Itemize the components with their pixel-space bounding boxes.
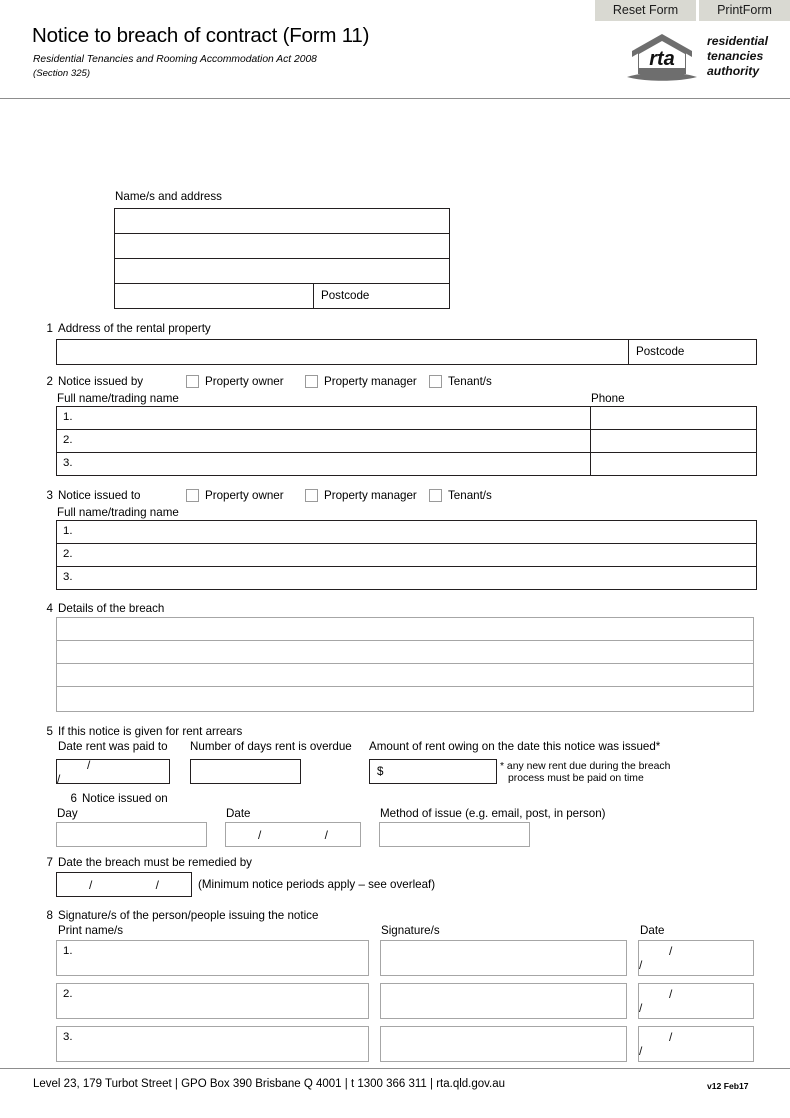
- section-3-checkbox-label-property-manager: Property manager: [324, 489, 417, 502]
- signature-date-row-1[interactable]: [638, 940, 754, 976]
- breach-details-line-3[interactable]: [56, 663, 754, 687]
- section-3-checkbox-label-property-owner: Property owner: [205, 489, 284, 502]
- rental-property-address-field[interactable]: [56, 339, 629, 365]
- days-overdue-label: Number of days rent is overdue: [190, 740, 352, 753]
- section-6-label: Notice issued on: [82, 792, 168, 805]
- section-2-label: Notice issued by: [58, 375, 144, 388]
- section-2-name-column-label: Full name/trading name: [57, 392, 179, 405]
- form-toolbar: [0, 0, 790, 21]
- section-7-label: Date the breach must be remedied by: [58, 856, 252, 869]
- section-2-checkbox-label-property-manager: Property manager: [324, 375, 417, 388]
- section-1-label: Address of the rental property: [58, 322, 211, 335]
- section-3-checkbox-label-tenants: Tenant/s: [448, 489, 492, 502]
- section-2-name-row-2[interactable]: [56, 429, 591, 453]
- amount-owing-field[interactable]: [369, 759, 497, 784]
- section-2-row-number-3: 3.: [63, 457, 73, 469]
- print-name-row-1[interactable]: [56, 940, 369, 976]
- section-subtitle: (Section 325): [33, 68, 91, 79]
- breach-details-line-2[interactable]: [56, 640, 754, 664]
- section-2-checkbox-property-manager[interactable]: [305, 375, 318, 388]
- act-subtitle: Residential Tenancies and Rooming Accommodation Act 2008: [33, 54, 317, 65]
- section-2-row-number-2: 2.: [63, 434, 73, 446]
- section-8-row-number-2: 2.: [63, 988, 73, 1000]
- section-2-row-number-1: 1.: [63, 411, 73, 423]
- section-2-checkbox-label-tenants: Tenant/s: [448, 375, 492, 388]
- section-2-phone-row-3[interactable]: [590, 452, 757, 476]
- section-2-name-row-1[interactable]: [56, 406, 591, 430]
- section-1-postcode-label: Postcode: [636, 345, 685, 358]
- header-divider: [0, 98, 790, 99]
- section-3-number: 3: [46, 489, 53, 502]
- currency-symbol: $: [377, 765, 384, 778]
- section-2-phone-row-1[interactable]: [590, 406, 757, 430]
- address-postcode-label: Postcode: [321, 289, 370, 302]
- method-of-issue-label: Method of issue (e.g. email, post, in person): [380, 807, 606, 820]
- footer-contact: Level 23, 179 Turbot Street | GPO Box 390 Brisbane Q 4001 | t 1300 366 311 | rta.qld.gov.au: [33, 1078, 506, 1090]
- print-name-row-2[interactable]: [56, 983, 369, 1019]
- address-line-3-field[interactable]: [114, 258, 450, 284]
- svg-text:rta: rta: [649, 48, 675, 70]
- section-1-number: 1: [46, 322, 53, 335]
- section-3-label: Notice issued to: [58, 489, 141, 502]
- section-3-row-number-1: 1.: [63, 525, 73, 537]
- rental-property-postcode-field[interactable]: [628, 339, 757, 365]
- signatures-column-label: Signature/s: [381, 924, 440, 937]
- breach-details-line-1[interactable]: [56, 617, 754, 641]
- remedy-date-field[interactable]: [56, 872, 192, 897]
- rta-logo-wordmark: [707, 34, 768, 80]
- signature-date-slashes-1: / /: [639, 944, 703, 972]
- section-3-name-column-label: Full name/trading name: [57, 506, 179, 519]
- notice-date-slashes: / /: [257, 827, 358, 842]
- rta-logo: [623, 32, 768, 84]
- rent-footnote-line-2: process must be paid on time: [508, 773, 644, 784]
- section-5-label: If this notice is given for rent arrears: [58, 725, 243, 738]
- address-suburb-field[interactable]: [114, 283, 314, 309]
- remedy-date-slashes: / /: [88, 877, 189, 892]
- signature-row-1[interactable]: [380, 940, 627, 976]
- print-names-column-label: Print name/s: [58, 924, 124, 937]
- date-rent-paid-to-label: Date rent was paid to: [58, 740, 168, 753]
- section-4-number: 4: [46, 602, 53, 615]
- date-rent-paid-to-field[interactable]: [56, 759, 170, 784]
- section-7-note: (Minimum notice periods apply – see overleaf): [198, 878, 436, 891]
- signature-row-2[interactable]: [380, 983, 627, 1019]
- section-8-number: 8: [46, 909, 53, 922]
- signature-date-slashes-3: / /: [639, 1030, 703, 1058]
- reset-form-button[interactable]: Reset Form: [595, 0, 696, 21]
- section-2-name-row-3[interactable]: [56, 452, 591, 476]
- address-line-1-field[interactable]: [114, 208, 450, 234]
- section-2-number: 2: [46, 375, 53, 388]
- section-8-row-number-3: 3.: [63, 1031, 73, 1043]
- section-2-checkbox-label-property-owner: Property owner: [205, 375, 284, 388]
- section-2-checkbox-property-owner[interactable]: [186, 375, 199, 388]
- signature-date-column-label: Date: [640, 924, 665, 937]
- signature-date-row-3[interactable]: [638, 1026, 754, 1062]
- section-7-number: 7: [46, 856, 53, 869]
- section-3-checkbox-property-owner[interactable]: [186, 489, 199, 502]
- notice-date-field[interactable]: [225, 822, 361, 847]
- page-title: Notice to breach of contract (Form 11): [32, 24, 370, 47]
- breach-details-line-4[interactable]: [56, 686, 754, 712]
- section-2-checkbox-tenants[interactable]: [429, 375, 442, 388]
- logo-word-authority: authority: [707, 64, 760, 79]
- section-8-label: Signature/s of the person/people issuing the notice: [58, 909, 319, 922]
- signature-date-row-2[interactable]: [638, 983, 754, 1019]
- address-line-2-field[interactable]: [114, 233, 450, 259]
- section-6-number: 6: [70, 792, 77, 805]
- address-postcode-field[interactable]: [313, 283, 450, 309]
- notice-day-field[interactable]: [56, 822, 207, 847]
- section-3-name-row-2[interactable]: [56, 543, 757, 567]
- section-3-name-row-3[interactable]: [56, 566, 757, 590]
- footer-divider: [0, 1068, 790, 1069]
- signature-date-slashes-2: / /: [639, 987, 703, 1015]
- print-name-row-3[interactable]: [56, 1026, 369, 1062]
- section-5-number: 5: [46, 725, 53, 738]
- section-4-label: Details of the breach: [58, 602, 165, 615]
- section-3-checkbox-tenants[interactable]: [429, 489, 442, 502]
- logo-word-residential: residential: [707, 34, 768, 48]
- section-2-phone-column-label: Phone: [591, 392, 625, 405]
- print-form-button[interactable]: PrintForm: [699, 0, 790, 21]
- rent-footnote-line-1: * any new rent due during the breach: [500, 761, 671, 772]
- date-rent-paid-slashes: / /: [57, 757, 121, 786]
- amount-owing-label: Amount of rent owing on the date this notice was issued*: [369, 740, 661, 753]
- signature-row-3[interactable]: [380, 1026, 627, 1062]
- rta-house-icon: [623, 32, 701, 84]
- section-3-row-number-3: 3.: [63, 571, 73, 583]
- section-2-phone-row-2[interactable]: [590, 429, 757, 453]
- notice-day-label: Day: [57, 807, 78, 820]
- notice-date-label: Date: [226, 807, 251, 820]
- section-3-name-row-1[interactable]: [56, 520, 757, 544]
- method-of-issue-field[interactable]: [379, 822, 530, 847]
- section-8-row-number-1: 1.: [63, 945, 73, 957]
- days-overdue-field[interactable]: [190, 759, 301, 784]
- section-3-row-number-2: 2.: [63, 548, 73, 560]
- address-block-label: Name/s and address: [115, 190, 222, 203]
- section-3-checkbox-property-manager[interactable]: [305, 489, 318, 502]
- logo-word-tenancies: tenancies: [707, 49, 764, 64]
- footer-version: v12 Feb17: [707, 1081, 749, 1091]
